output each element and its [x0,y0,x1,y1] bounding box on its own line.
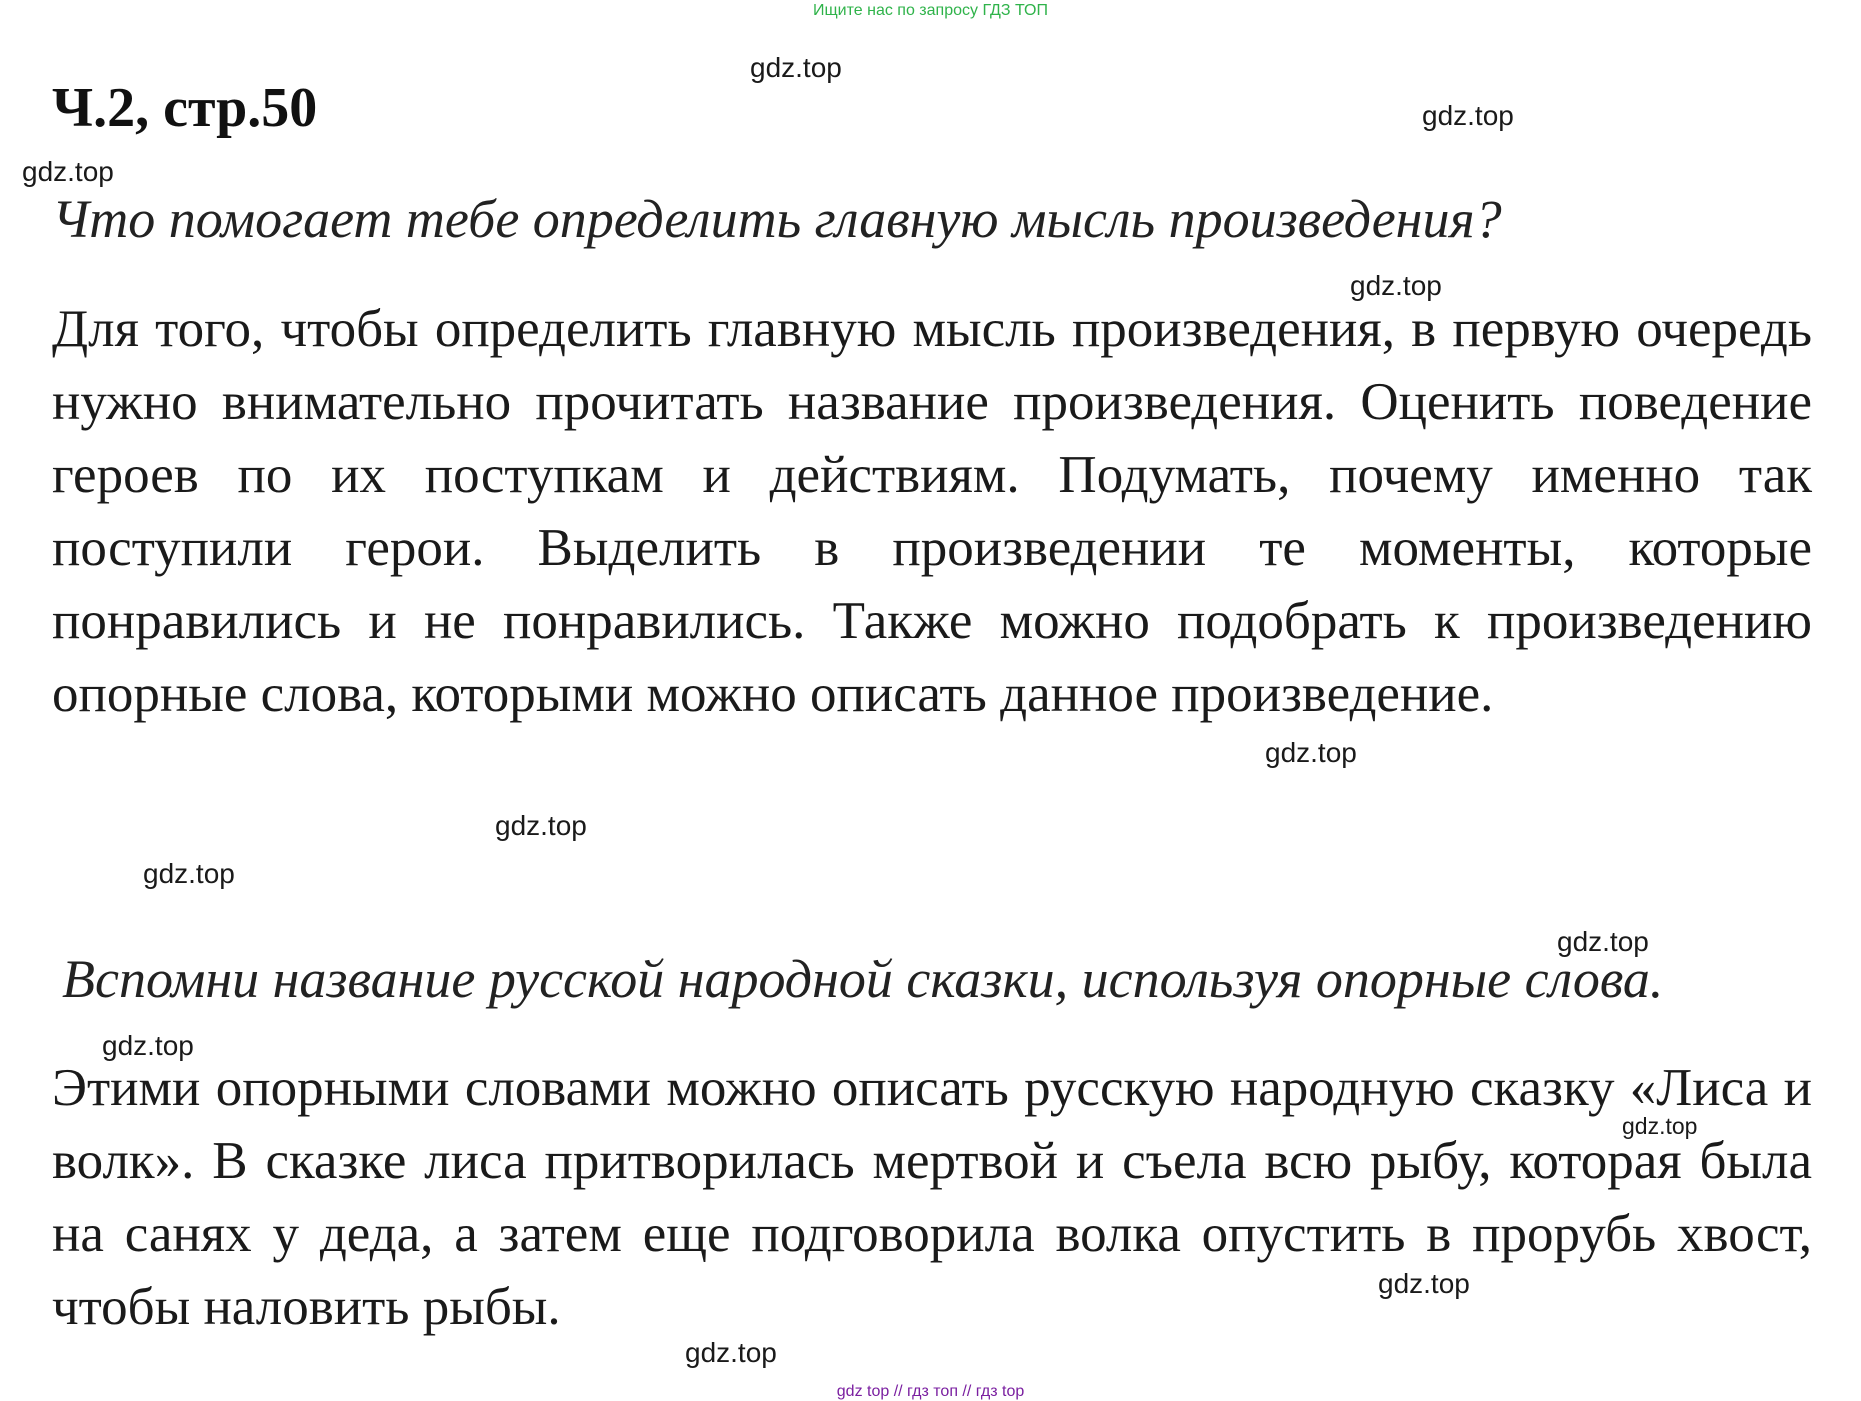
watermark: gdz.top [495,810,587,841]
top-banner: Ищите нас по запросу ГДЗ ТОП [813,2,1048,19]
watermark: gdz.top [685,1337,777,1368]
answer-2: Этими опорными словами можно описать русскую народную сказку «Лиса и волк». В сказке лиса притворилась мертвой и съела всю рыбу, которая была на санях у деда, а затем еще подговорила волка опустить в прорубь хвост, чтобы наловить рыбы. [52,1059,1812,1336]
watermark: gdz.top [1350,270,1442,301]
answer-1: Для того, чтобы определить главную мысль произведения, в первую очередь нужно внимательно прочитать название произведения. Оценить поведение героев по их поступкам и действиям. Подумать, почему именно так поступили герои. Выделить в произведении те моменты, которые понравились и не понравились. Также можно подобрать к произведению опорные слова, которыми можно описать данное произведение. [52,300,1812,723]
watermark: gdz.top [22,156,114,187]
question-2: Вспомни название русской народной сказки, используя опорные слова. [62,949,1664,1009]
page-title: Ч.2, стр.50 [52,77,318,139]
footer-links: gdz top // гдз топ // гдз top [836,1383,1025,1400]
question-1: Что помогает тебе определить главную мысль произведения? [52,189,1502,249]
watermark: gdz.top [102,1030,194,1061]
watermark: gdz.top [1378,1268,1470,1299]
watermark: gdz.top [1265,737,1357,768]
watermark: gdz.top [750,52,842,83]
watermark: gdz.top [1622,1113,1698,1139]
watermark: gdz.top [1422,100,1514,131]
watermark: gdz.top [143,858,235,889]
watermark: gdz.top [1557,926,1649,957]
